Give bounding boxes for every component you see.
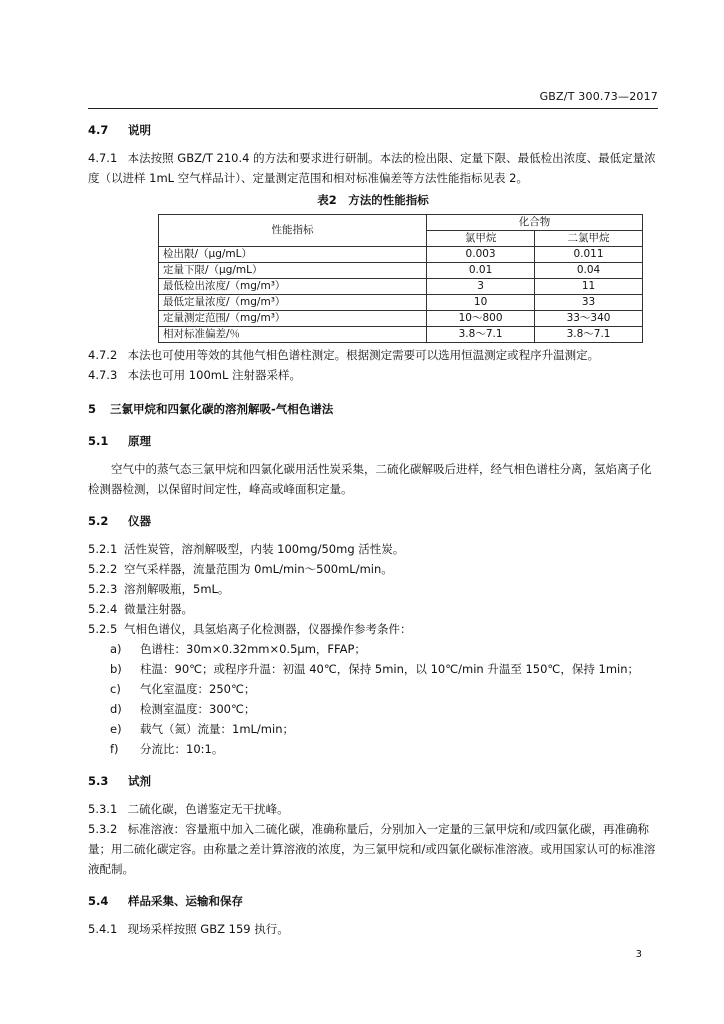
condition-item: [88, 719, 658, 739]
table-header-compound: 化合物: [427, 215, 643, 231]
section-number: 5.2: [88, 514, 109, 528]
condition-text: 气化室温度：250℃；: [140, 682, 256, 696]
section-5-3-heading: [88, 771, 658, 791]
section-5-1-heading: [88, 431, 658, 451]
clause-text: 气相色谱仪，具氢焰离子化检测器，仪器操作参考条件：: [124, 622, 412, 636]
clause-text: 本法也可使用等效的其他气相色谱柱测定。根据测定需要可以选用恒温测定或程序升温测定。: [127, 348, 600, 362]
condition-text: 检测室温度：300℃；: [140, 702, 256, 716]
section-title: 试剂: [128, 774, 152, 788]
table-cell-dichloromethane: 33～340: [535, 311, 643, 327]
condition-item: [88, 699, 658, 719]
clause-number: 5.3.2: [88, 822, 118, 836]
condition-text: 分流比：10:1。: [140, 742, 224, 756]
clause-text: 二硫化碳，色谱鉴定无干扰峰。: [127, 802, 289, 816]
paragraph-5-4-1: [88, 919, 658, 939]
table-cell-dichloromethane: 11: [535, 279, 643, 295]
clause-number: 5.3.1: [88, 802, 118, 816]
table-header-dichloromethane: 二氯甲烷: [535, 231, 643, 247]
clause-number: 5.2.1: [88, 542, 118, 556]
condition-item: [88, 639, 658, 659]
section-title: 仪器: [128, 514, 152, 528]
section-title: 原理: [128, 434, 152, 448]
table-row: [159, 247, 643, 263]
table-cell-dichloromethane: 0.04: [535, 263, 643, 279]
clause-text: 空气采样器，流量范围为 0mL/min～500mL/min。: [124, 562, 393, 576]
clause-number: 5.2.5: [88, 622, 118, 636]
paragraph-5-3-2: [88, 819, 658, 879]
clause-text: 溶剂解吸瓶，5mL。: [124, 582, 230, 596]
clause-text: 本法也可用 100mL 注射器采样。: [127, 368, 302, 382]
table-cell-chloromethane: 10～800: [427, 311, 535, 327]
page-content: [88, 120, 658, 939]
section-5-4-heading: [88, 891, 658, 911]
section-title: 说明: [128, 123, 152, 137]
list-item: [88, 619, 658, 639]
table-cell-metric: 定量下限/（μg/mL）: [159, 263, 427, 279]
table-row: [159, 295, 643, 311]
section-4-7-heading: [88, 120, 658, 140]
section-number: 5.4: [88, 894, 109, 908]
clause-text: 现场采样按照 GBZ 159 执行。: [127, 922, 289, 936]
condition-label: b): [110, 662, 122, 676]
paragraph-4-7-2: [88, 345, 658, 365]
section-number: 4.7: [88, 123, 109, 137]
paragraph-4-7-3: [88, 365, 658, 385]
condition-text: 色谱柱：30m×0.32mm×0.5μm，FFAP；: [140, 642, 366, 656]
table-2-title: 表2 方法的性能指标: [317, 193, 429, 207]
section-number: 5.1: [88, 434, 109, 448]
header-rule: [88, 108, 658, 109]
table-cell-metric: 定量测定范围/（mg/m³）: [159, 311, 427, 327]
condition-label: d): [110, 702, 122, 716]
clause-number: 4.7.2: [88, 348, 118, 362]
condition-item: [88, 659, 658, 679]
table-row: [159, 327, 643, 343]
table-cell-chloromethane: 10: [427, 295, 535, 311]
condition-label: c): [110, 682, 121, 696]
table-row: [159, 263, 643, 279]
table-cell-metric: 相对标准偏差/％: [159, 327, 427, 343]
table-cell-metric: 检出限/（μg/mL）: [159, 247, 427, 263]
list-item: [88, 559, 658, 579]
table-cell-dichloromethane: 3.8～7.1: [535, 327, 643, 343]
condition-text: 柱温：90℃；或程序升温：初温 40℃，保持 5min，以 10℃/min 升温至 150℃，保持 1min；: [140, 662, 640, 676]
table-header-metric: 性能指标: [159, 215, 427, 247]
section-number: 5.3: [88, 774, 109, 788]
list-item: [88, 599, 658, 619]
performance-table-body: [159, 247, 643, 343]
table-cell-chloromethane: 0.003: [427, 247, 535, 263]
paragraph-4-7-1: [88, 148, 658, 188]
condition-item: [88, 679, 658, 699]
clause-text: 标准溶液：容量瓶中加入二硫化碳，准确称量后，分别加入一定量的三氯甲烷和/或四氯化碳，再准确称量；用二硫化碳定容。由称量之差计算溶液的浓度，为三氯甲烷和/或四氯化碳标准溶液。或用国家认可的标准溶液配制。: [88, 822, 656, 876]
list-item: [88, 539, 658, 559]
section-number: 5: [88, 402, 97, 416]
page-number: 3: [635, 949, 642, 960]
instrument-list: [88, 539, 658, 639]
clause-text: 活性炭管，溶剂解吸型，内装 100mg/50mg 活性炭。: [124, 542, 405, 556]
list-item: [88, 579, 658, 599]
clause-number: 5.2.4: [88, 602, 118, 616]
clause-number: 5.2.3: [88, 582, 118, 596]
table-cell-chloromethane: 3.8～7.1: [427, 327, 535, 343]
paragraph-5-3-1: [88, 799, 658, 819]
clause-text: 微量注射器。: [124, 602, 193, 616]
condition-label: f): [110, 742, 119, 756]
condition-item: [88, 739, 658, 759]
table-cell-chloromethane: 0.01: [427, 263, 535, 279]
table-cell-metric: 最低定量浓度/（mg/m³）: [159, 295, 427, 311]
operating-conditions-list: [88, 639, 658, 759]
clause-text: 本法按照 GBZ/T 210.4 的方法和要求进行研制。本法的检出限、定量下限、最低检出浓度、最低定量浓度（以进样 1mL 空气样品计）、定量测定范围和相对标准偏差等方法性能指标见表 2。: [88, 151, 656, 185]
condition-label: a): [110, 642, 122, 656]
table-cell-dichloromethane: 0.011: [535, 247, 643, 263]
performance-table: [158, 214, 643, 343]
section-title: 三氯甲烷和四氯化碳的溶剂解吸-气相色谱法: [110, 402, 334, 416]
clause-number: 5.2.2: [88, 562, 118, 576]
condition-label: e): [110, 722, 122, 736]
table-row: [159, 279, 643, 295]
clause-number: 4.7.1: [88, 151, 118, 165]
section-title: 样品采集、运输和保存: [128, 894, 244, 908]
section-5-2-heading: [88, 511, 658, 531]
document-code: GBZ/T 300.73—2017: [539, 90, 658, 103]
clause-number: 4.7.3: [88, 368, 118, 382]
table-row: [159, 311, 643, 327]
table-cell-chloromethane: 3: [427, 279, 535, 295]
table-cell-dichloromethane: 33: [535, 295, 643, 311]
paragraph-5-1: 空气中的蒸气态三氯甲烷和四氯化碳用活性炭采集，二硫化碳解吸后进样，经气相色谱柱分离，氢焰离子化检测器检测，以保留时间定性，峰高或峰面积定量。: [88, 462, 652, 496]
table-header-chloromethane: 氯甲烷: [427, 231, 535, 247]
clause-number: 5.4.1: [88, 922, 118, 936]
table-cell-metric: 最低检出浓度/（mg/m³）: [159, 279, 427, 295]
condition-text: 载气（氮）流量：1mL/min；: [140, 722, 294, 736]
section-5-heading: [88, 399, 658, 419]
